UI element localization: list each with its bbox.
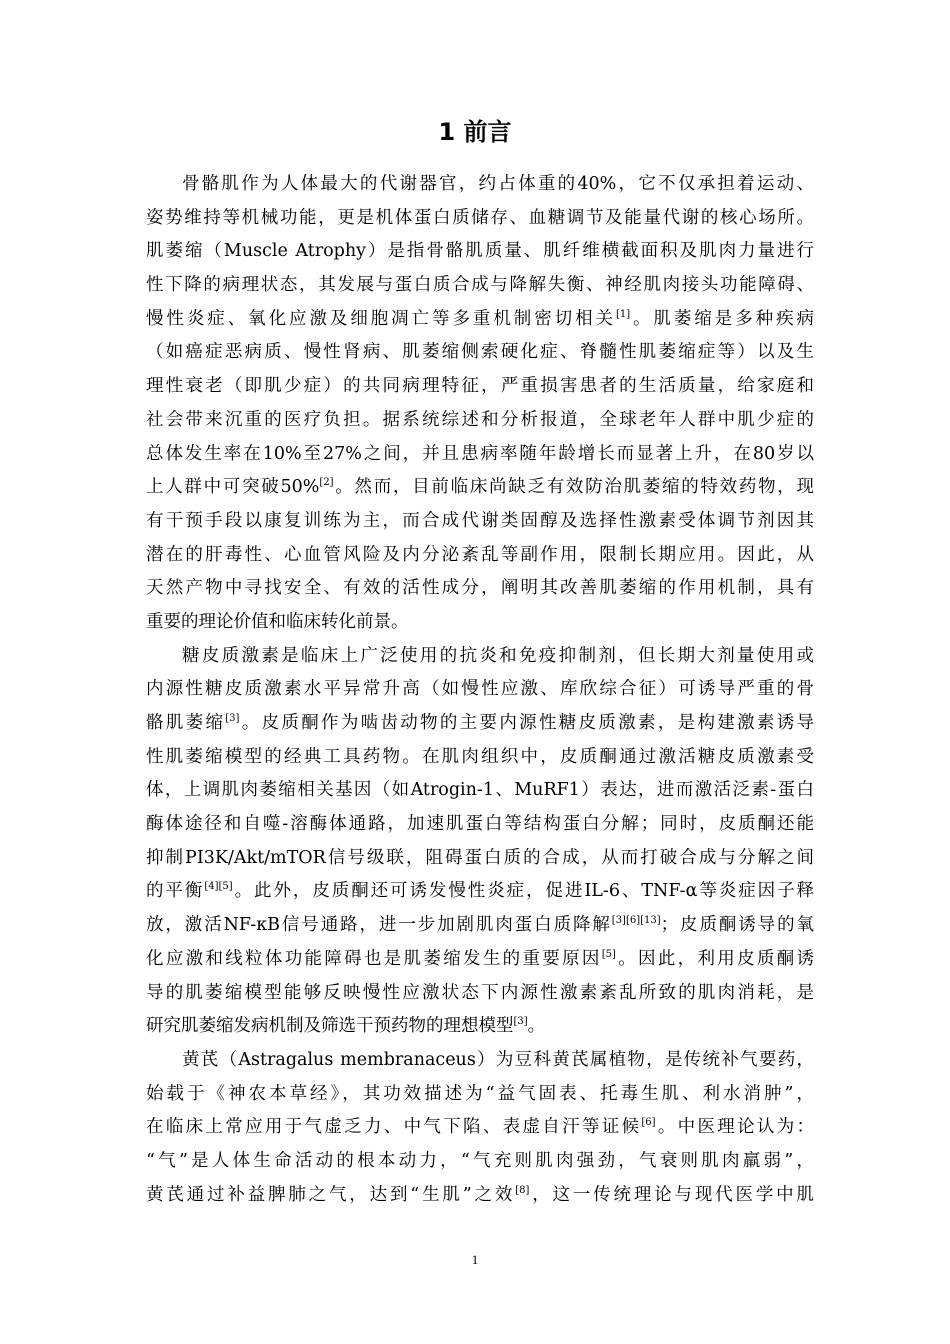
- text-line: 骼肌萎缩[3]。皮质酮作为啮齿动物的主要内源性糖皮质激素，是构建激素诱导: [146, 713, 815, 733]
- text-line: “气”是人体生命活动的根本动力，“气充则肌肉强劲，气衰则肌肉羸弱”，: [146, 1150, 814, 1171]
- paragraph-1: [146, 168, 814, 640]
- text-line: 导的肌萎缩模型能够反映慢性应激状态下内源性激素紊乱所致的肌肉消耗，是: [146, 982, 814, 1003]
- text-line: 上人群中可突破50%[2]。然而，目前临床尚缺乏有效防治肌萎缩的特效药物，现: [146, 477, 814, 498]
- page-number: 1: [471, 1252, 479, 1267]
- text-line: 在临床上常应用于气虚乏力、中气下陷、表虚自汗等证候[6]。中医理论认为：: [146, 1117, 815, 1138]
- document-body: [146, 168, 814, 1212]
- text-line: 性肌萎缩模型的经典工具药物。在肌肉组织中，皮质酮通过激活糖皮质激素受: [146, 746, 814, 767]
- citation-ref: [6]: [641, 1117, 656, 1129]
- citation-ref: [3][6][13]: [611, 915, 661, 927]
- text-line: 社会带来沉重的医疗负担。据系统综述和分析报道，全球老年人群中肌少症的: [146, 409, 814, 430]
- text-line: 有干预手段以康复训练为主，而合成代谢类固醇及选择性激素受体调节剂因其: [146, 510, 814, 531]
- text-line: 重要的理论价值和临床转化前景。: [146, 611, 409, 632]
- citation-ref: [3]: [513, 1016, 528, 1028]
- text-line: 肌萎缩（Muscle Atrophy）是指骨骼肌质量、肌纤维横截面积及肌肉力量进行: [146, 241, 814, 262]
- citation-ref: [4][5]: [204, 881, 233, 893]
- text-line: 天然产物中寻找安全、有效的活性成分，阐明其改善肌萎缩的作用机制，具有: [146, 578, 814, 599]
- citation-ref: [5]: [601, 948, 616, 960]
- paragraph-3: [146, 1044, 814, 1212]
- text-line: 姿势维持等机械功能，更是机体蛋白质储存、血糖调节及能量代谢的核心场所。: [146, 207, 814, 228]
- text-line: （如癌症恶病质、慢性肾病、肌萎缩侧索硬化症、脊髓性肌萎缩症等）以及生: [146, 342, 814, 363]
- text-line: 理性衰老（即肌少症）的共同病理特征，严重损害患者的生活质量，给家庭和: [146, 376, 814, 397]
- text-line: 黄芪通过补益脾肺之气，达到“生肌”之效[8]，这一传统理论与现代医学中肌: [146, 1184, 814, 1205]
- citation-ref: [8]: [515, 1184, 530, 1196]
- text-line: 慢性炎症、氧化应激及细胞凋亡等多重机制密切相关[1]。肌萎缩是多种疾病: [146, 308, 814, 329]
- text-line: 潜在的肝毒性、心血管风险及内分泌紊乱等副作用，限制长期应用。因此，从: [146, 544, 814, 565]
- text-line: 始载于《神农本草经》，其功效描述为“益气固表、托毒生肌、利水消肿”，: [146, 1083, 814, 1104]
- citation-ref: [3]: [225, 713, 240, 724]
- paragraph-2: [146, 640, 814, 1044]
- text-line: 糖皮质激素是临床上广泛使用的抗炎和免疫抑制剂，但长期大剂量使用或: [182, 645, 814, 666]
- text-line: 黄芪（Astragalus membranaceus）为豆科黄芪属植物，是传统补气要药，: [182, 1049, 814, 1070]
- section-title: 1 前言: [438, 118, 512, 146]
- text-line: 放，激活NF-κB信号通路，进一步加剧肌肉蛋白质降解[3][6][13]；皮质酮诱导的氧: [146, 915, 814, 936]
- citation-ref: [2]: [319, 477, 334, 489]
- text-line: 总体发生率在10%至27%之间，并且患病率随年龄增长而显著上升，在80岁以: [146, 443, 814, 464]
- text-line: 研究肌萎缩发病机制及筛选干预药物的理想模型[3]。: [146, 1016, 546, 1037]
- text-line: 内源性糖皮质激素水平异常升高（如慢性应激、库欣综合征）可诱导严重的骨: [146, 679, 814, 700]
- text-line: 的平衡[4][5]。此外，皮质酮还可诱发慢性炎症，促进IL-6、TNF-α等炎症因子释: [146, 881, 815, 902]
- text-line: 化应激和线粒体功能障碍也是肌萎缩发生的重要原因[5]。因此，利用皮质酮诱: [146, 948, 815, 969]
- text-line: 性下降的病理状态，其发展与蛋白质合成与降解失衡、神经肌肉接头功能障碍、: [146, 275, 814, 296]
- text-line: 抑制PI3K/Akt/mTOR信号级联，阻碍蛋白质的合成，从而打破合成与分解之间: [146, 847, 814, 868]
- text-line: 体，上调肌肉萎缩相关基因（如Atrogin-1、MuRF1）表达，进而激活泛素-蛋白: [146, 780, 814, 801]
- text-line: 酶体途径和自噬-溶酶体通路，加速肌蛋白等结构蛋白分解；同时，皮质酮还能: [146, 814, 814, 835]
- text-line: 骨骼肌作为人体最大的代谢器官，约占体重的40%，它不仅承担着运动、: [182, 174, 814, 194]
- citation-ref: [1]: [615, 308, 631, 320]
